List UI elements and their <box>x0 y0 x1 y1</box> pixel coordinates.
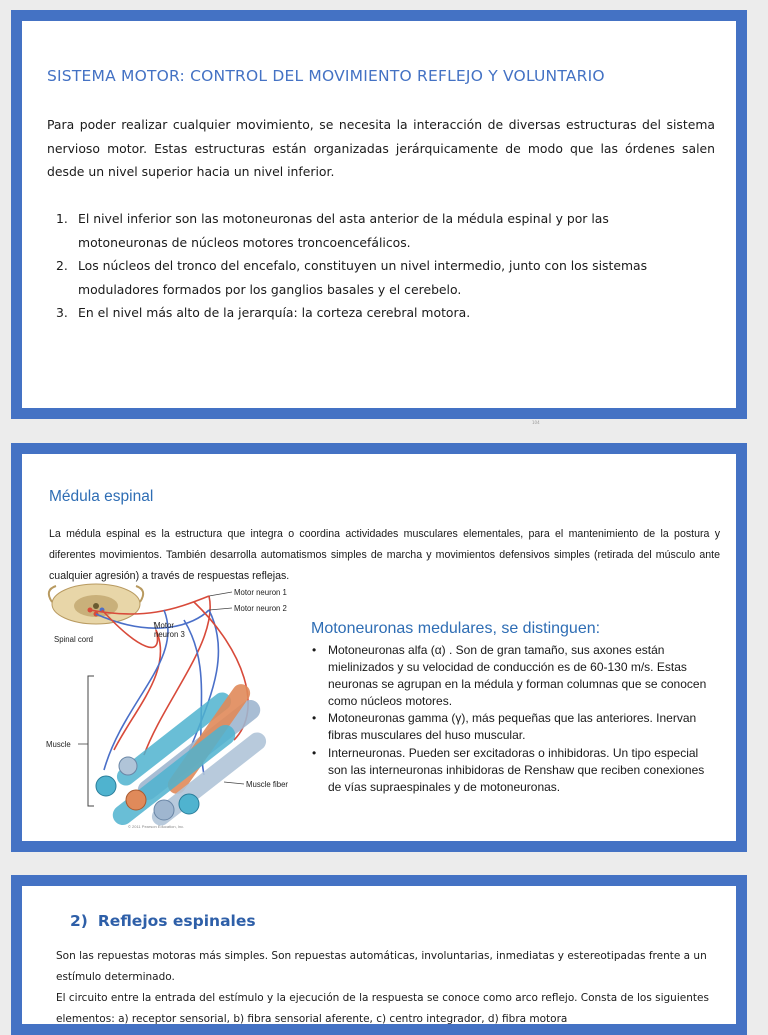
list-item <box>310 642 720 710</box>
label-muscle: Muscle <box>46 740 71 749</box>
list-item-text: En el nivel más alto de la jerarquía: la corteza cerebral motora. <box>78 305 471 320</box>
motor-neuron-diagram <box>44 580 302 838</box>
slide-reflejos-espinales <box>11 875 747 1035</box>
paragraph: Son las repuestas motoras más simples. Son repuestas automáticas, involuntarias, inmediatas y estereotipadas frente a un estímulo determinado. <box>56 950 707 983</box>
list-number: 2. <box>56 258 68 273</box>
slide-title <box>70 912 256 930</box>
slide-title: Médula espinal <box>49 488 154 505</box>
section-title-text: Reflejos espinales <box>97 912 256 930</box>
intro-paragraph: La médula espinal es la estructura que integra o coordina actividades musculares elementales, para el mantenimiento de la postura y diferentes movimientos. También desarrolla automatismos simples de marcha y movimientos defensivos simples (retirada del músculo ante cualquier agresión) a través de respuestas reflejas. <box>49 528 720 582</box>
body-text <box>56 946 728 1030</box>
slide-title: SISTEMA MOTOR: CONTROL DEL MOVIMIENTO REFLEJO Y VOLUNTARIO <box>47 67 605 85</box>
list-item <box>47 301 687 325</box>
label-motor-neuron-2: Motor neuron 2 <box>234 604 287 613</box>
bullet-icon: • <box>312 745 317 760</box>
label-motor-neuron-3a: Motor <box>154 621 174 630</box>
list-item-text: Motoneuronas gamma (γ), más pequeñas que las anteriores. Inervan fibras musculares del huso muscular. <box>328 711 697 743</box>
list-item-text: Interneuronas. Pueden ser excitadoras o inhibidoras. Un tipo especial son las interneuronas inhibidoras de Renshaw que reciben conexiones de vías supraespinales y de motoneuronas. <box>328 745 705 794</box>
list-item <box>47 254 687 301</box>
list-item <box>47 207 687 254</box>
slide-medula-espinal <box>11 443 747 852</box>
slide-sistema-motor <box>11 10 747 425</box>
section-number: 2) <box>70 912 88 930</box>
motoneuron-list <box>310 642 720 796</box>
list-number: 3. <box>56 305 68 320</box>
bullet-icon: • <box>312 643 317 657</box>
diagram-copyright: © 2011 Pearson Education, Inc. <box>128 824 185 829</box>
label-motor-neuron-1: Motor neuron 1 <box>234 588 287 597</box>
label-muscle-fiber: Muscle fiber <box>246 780 289 789</box>
section-subtitle: Motoneuronas medulares, se distinguen: <box>311 620 601 637</box>
muscle-bracket <box>88 676 94 806</box>
list-item-text: El nivel inferior son las motoneuronas del asta anterior de la médula espinal y por las motoneuronas de núcleos motores troncoencefálicos. <box>78 211 609 250</box>
hierarchy-list <box>47 207 687 325</box>
list-item <box>310 710 720 744</box>
page-mark: 104 <box>532 420 540 425</box>
list-number: 1. <box>56 211 68 226</box>
muscle-fibers <box>96 681 270 830</box>
spinal-cord-illustration <box>49 584 143 624</box>
label-spinal-cord: Spinal cord <box>54 635 94 644</box>
intro-paragraph: Para poder realizar cualquier movimiento, se necesita la interacción de diversas estructuras del sistema nervioso motor. Estas estructuras están organizadas jerárquicamente de modo que las órdenes salen desde un nivel superior hacia un nivel inferior. <box>47 117 715 179</box>
list-item-text: Los núcleos del tronco del encefalo, constituyen un nivel intermedio, junto con los sistemas moduladores formados por los ganglios basales y el cerebelo. <box>78 258 648 297</box>
label-motor-neuron-3b: neuron 3 <box>154 630 185 639</box>
bullet-icon: • <box>312 711 317 726</box>
paragraph: El circuito entre la entrada del estímulo y la ejecución de la respuesta se conoce como arco reflejo. Consta de los siguientes elementos: a) receptor sensorial, b) fibra sensorial aferente, c) centro integrador, d) fibra motora <box>56 992 709 1025</box>
list-item <box>310 745 720 796</box>
list-item-text: Motoneuronas alfa (α) . Son de gran tamaño, sus axones están mielinizados y su velocidad de conducción es de 60-130 m/s. Estas neuronas se agrupan en la médula y forman columnas que se conocen como núcleos motores. <box>328 643 707 709</box>
